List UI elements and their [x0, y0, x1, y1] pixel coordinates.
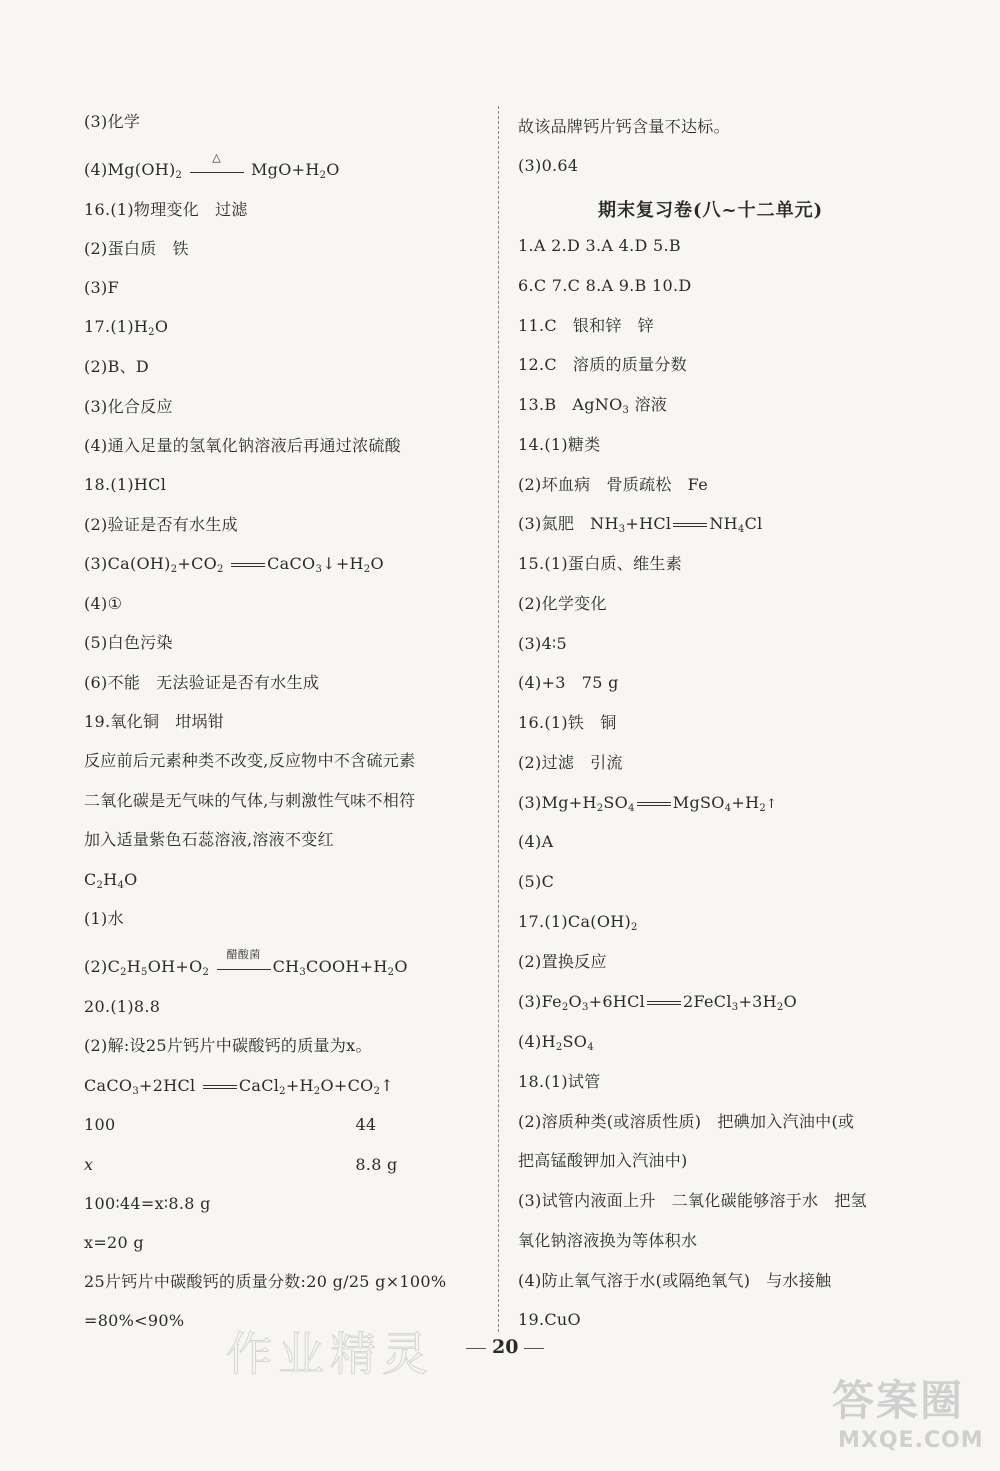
answer-line: 19.CuO	[518, 1310, 581, 1329]
answer-line: (3)化学	[84, 112, 141, 131]
answer-line: 19.氧化铜 坩埚钳	[84, 712, 225, 731]
ratio-line: x 8.8 g	[84, 1155, 398, 1174]
condition-label: 醋酸菌	[226, 947, 261, 961]
center-watermark: 作业精灵	[226, 1327, 434, 1381]
answer-line: (2)B、D	[84, 357, 150, 376]
answer-line: (2)溶质种类(或溶质性质) 把碘加入汽油中(或	[518, 1112, 855, 1131]
answer-line: 12.C 溶质的质量分数	[518, 355, 687, 374]
equation-line: CaCO$_3$+2HCl $CaCl_2+H_2O+CO_2↑$	[84, 1076, 394, 1097]
answer-line: (3)4∶5	[518, 634, 567, 653]
answer-line: (6)不能 无法验证是否有水生成	[84, 673, 320, 692]
answer-line: 20.(1)8.8	[84, 997, 161, 1016]
answer-line: (4)①	[84, 594, 123, 613]
answer-line: (1)水	[84, 909, 124, 928]
answer-line: 故该品牌钙片钙含量不达标。	[518, 117, 730, 136]
heat-symbol: △	[212, 150, 221, 164]
answer-line: (2)蛋白质 铁	[84, 239, 189, 258]
answer-line: (2)化学变化	[518, 594, 607, 613]
logo-mark: 答案圈	[832, 1376, 965, 1425]
answer-line: 16.(1)铁 铜	[518, 713, 617, 732]
answer-line: (4)+3 75 g	[518, 673, 619, 692]
answer-line: 14.(1)糖类	[518, 435, 601, 454]
equation-line: $(3)Mg+H_2SO_4$ $MgSO_4+H_2↑$	[518, 793, 778, 814]
answer-line: (2)置换反应	[518, 952, 607, 971]
equation-line: $(3)Ca(OH)_2+CO_2$ $CaCO_3↓+H_2O$	[84, 554, 384, 575]
site-logo	[832, 1368, 992, 1464]
column-divider	[498, 106, 499, 1332]
answer-line: (3)试管内液面上升 二氧化碳能够溶于水 把氢	[518, 1191, 867, 1210]
answer-line: 加入适量紫色石蕊溶液,溶液不变红	[84, 830, 334, 849]
answer-line: (2)过滤 引流	[518, 753, 623, 772]
answer-line: (4)防止氧气溶于水(或隔绝氧气) 与水接触	[518, 1271, 832, 1290]
answer-line: 11.C 银和锌 锌	[518, 316, 655, 335]
answer-line: $17.(1)Ca(OH)_2$	[518, 912, 638, 933]
answer-line: 13.B AgNO$_3$ 溶液	[518, 395, 668, 416]
answer-line: 18.(1)HCl	[84, 475, 167, 494]
answer-line: (4)通入足量的氢氧化钠溶液后再通过浓硫酸	[84, 436, 401, 455]
equation-line: $(4)Mg(OH)_2$ △ $MgO+H_2O$	[84, 150, 340, 181]
answer-line: =80%<90%	[84, 1311, 185, 1330]
answer-line: $C_2H_4O$	[84, 870, 138, 891]
answer-line: 二氧化碳是无气味的气体,与刺激性气味不相符	[84, 791, 416, 810]
equation-line: $(2)C_2H_5OH+O_2$ 醋酸菌 $CH_3COOH+H_2O$	[84, 947, 408, 978]
answer-line: (3)化合反应	[84, 397, 173, 416]
answer-line: 6.C 7.C 8.A 9.B 10.D	[518, 276, 692, 295]
answer-line: x=20 g	[84, 1233, 144, 1252]
answer-line: 16.(1)物理变化 过滤	[84, 200, 248, 219]
answer-line: 反应前后元素种类不改变,反应物中不含硫元素	[84, 751, 416, 770]
page-number: 20	[460, 1336, 550, 1358]
section-heading: 期末复习卷(八~十二单元)	[598, 200, 824, 221]
answer-line: 1.A 2.D 3.A 4.D 5.B	[518, 236, 681, 255]
answer-line: (3)F	[84, 278, 119, 297]
answer-line: $(4)H_2SO_4$	[518, 1032, 594, 1053]
answer-line: (5)白色污染	[84, 633, 173, 652]
answer-line: (2)解:设25片钙片中碳酸钙的质量为x。	[84, 1036, 372, 1055]
equation-line: $(3)Fe_2O_3+6HCl$ $2FeCl_3+3H_2O$	[518, 992, 797, 1013]
equation-line: (3)氮肥 $NH_3+HCl$ $NH_4Cl$	[518, 514, 763, 535]
answer-line: 100∶44=x∶8.8 g	[84, 1194, 211, 1213]
answer-line: (4)A	[518, 832, 554, 851]
answer-line: (5)C	[518, 872, 555, 891]
answer-line: (2)验证是否有水生成	[84, 515, 238, 534]
logo-url: MXQE.COM	[838, 1428, 984, 1453]
answer-line: 15.(1)蛋白质、维生素	[518, 554, 683, 573]
answer-line: 把高锰酸钾加入汽油中)	[518, 1151, 688, 1170]
answer-line: 18.(1)试管	[518, 1072, 601, 1091]
answer-line: (2)坏血病 骨质疏松 Fe	[518, 475, 708, 494]
answer-line: 25片钙片中碳酸钙的质量分数:20 g/25 g×100%	[84, 1272, 447, 1291]
ratio-line: 100 44	[84, 1115, 377, 1134]
answer-line: 氧化钠溶液换为等体积水	[518, 1231, 698, 1250]
answer-line: $17.(1)H_2O$	[84, 317, 169, 338]
answer-line: (3)0.64	[518, 156, 579, 175]
